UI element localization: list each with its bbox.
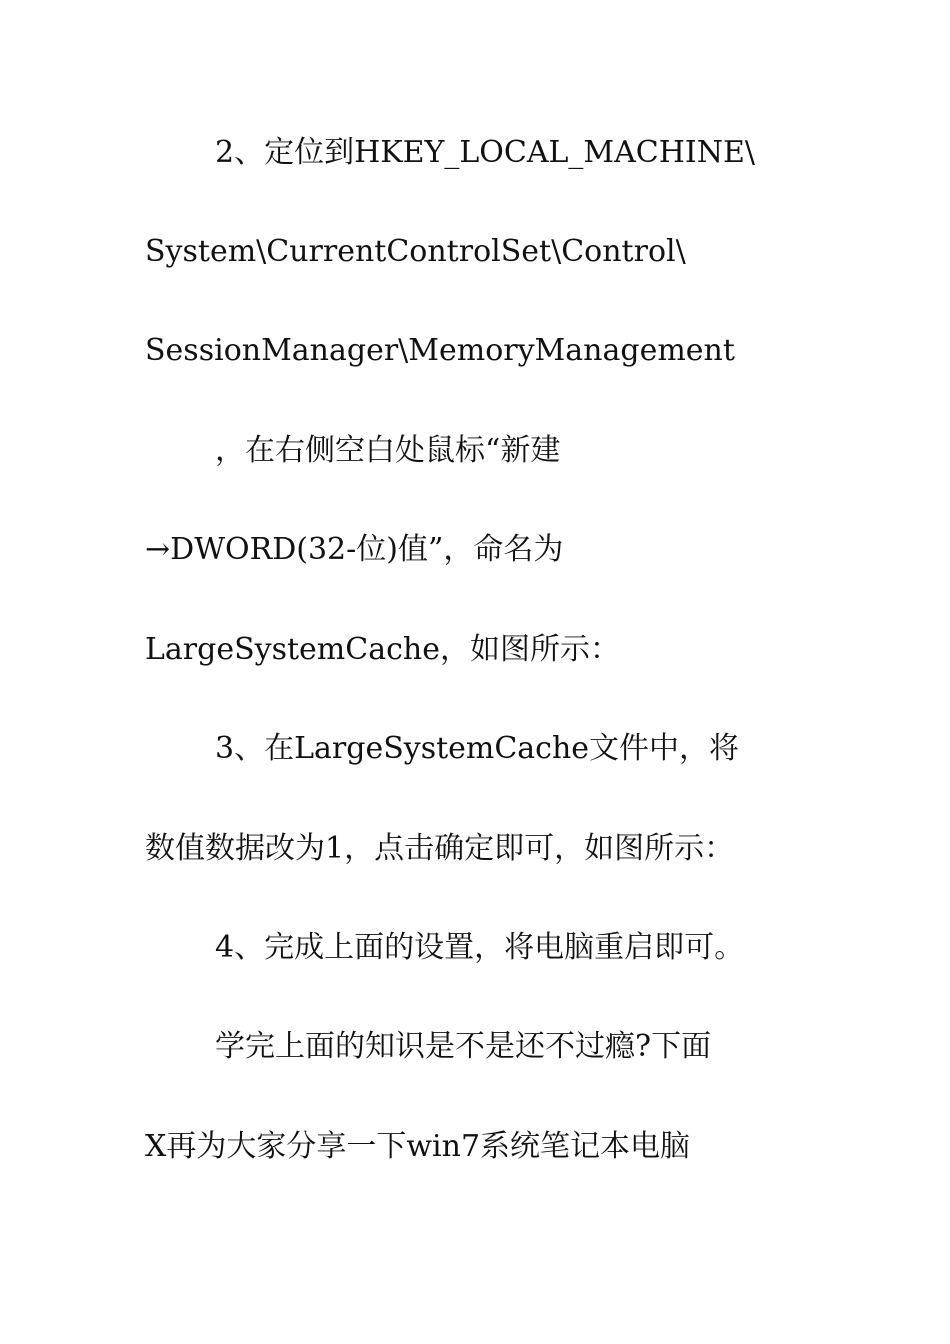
paragraph-line-7: 3、在LargeSystemCache文件中，将 — [215, 731, 740, 766]
paragraph-line-10: 学完上面的知识是不是还不过瘾?下面 — [215, 1029, 712, 1064]
paragraph-line-3: SessionManager\MemoryManagement — [145, 333, 735, 368]
paragraph-line-9: 4、完成上面的设置，将电脑重启即可。 — [215, 930, 745, 965]
paragraph-line-5: →DWORD(32-位)值”，命名为 — [145, 532, 564, 567]
paragraph-line-4: ，在右侧空白处鼠标“新建 — [215, 433, 561, 468]
paragraph-line-2: System\CurrentControlSet\Control\ — [145, 234, 686, 269]
paragraph-line-11: X再为大家分享一下win7系统笔记本电脑 — [145, 1129, 691, 1164]
paragraph-line-6: LargeSystemCache，如图所示： — [145, 632, 620, 667]
paragraph-line-8: 数值数据改为1，点击确定即可，如图所示： — [145, 831, 735, 866]
paragraph-line-1: 2、定位到HKEY_LOCAL_MACHINE\ — [215, 135, 756, 170]
